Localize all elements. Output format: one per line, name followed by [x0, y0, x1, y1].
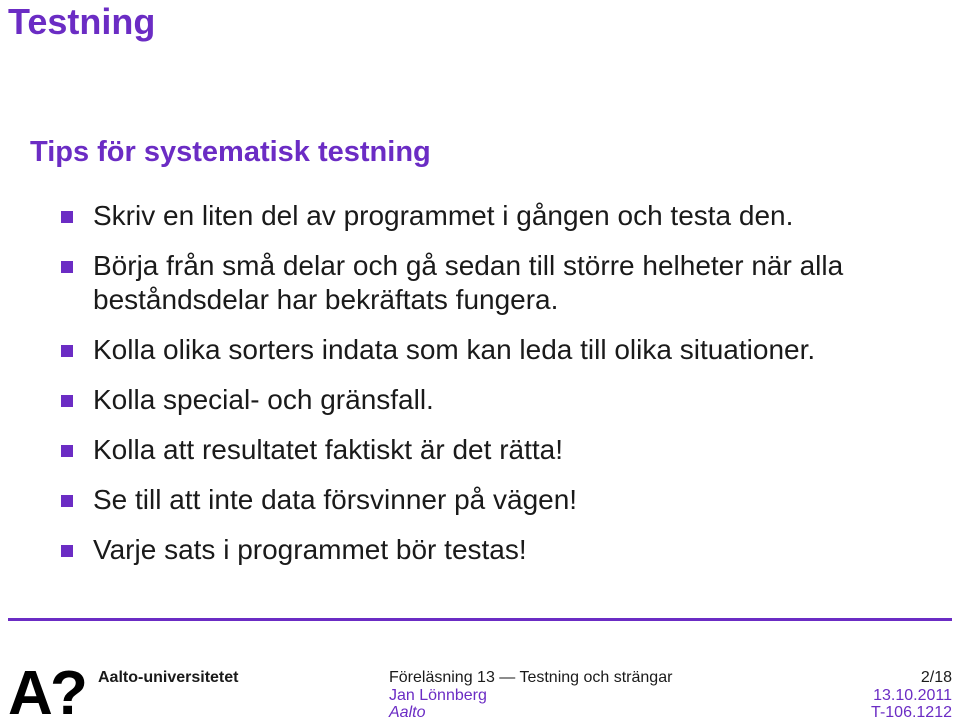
bullet-item [58, 433, 938, 467]
square-bullet-icon [61, 495, 73, 507]
footer-university: Aalto-universitetet [98, 669, 239, 686]
footer-date: 13.10.2011 [873, 687, 952, 704]
bullet-item [58, 333, 938, 367]
bullet-text: Skriv en liten del av programmet i gången och testa den. [93, 200, 794, 231]
svg-text:A: A [8, 664, 53, 718]
footer-course-code: T-106.1212 [871, 704, 952, 721]
bullet-text: Börja från små delar och gå sedan till större helheter när alla beståndsdelar har bekräftats fungera. [93, 250, 844, 315]
footer-divider [8, 618, 952, 621]
svg-text:?: ? [50, 664, 88, 718]
footer-author: Jan Lönnberg [389, 687, 487, 704]
bullet-item [58, 249, 938, 317]
bullet-text: Se till att inte data försvinner på vägen! [93, 484, 578, 515]
square-bullet-icon [61, 545, 73, 557]
footer-institution: Aalto [389, 704, 426, 721]
aalto-logo-icon [8, 664, 88, 718]
footer-page-number: 2/18 [920, 669, 952, 686]
square-bullet-icon [61, 211, 73, 223]
square-bullet-icon [61, 445, 73, 457]
footer-lecture: Föreläsning 13 — Testning och strängar [389, 669, 673, 686]
bullet-item [58, 383, 938, 417]
slide-title: Testning [8, 1, 156, 42]
bullet-text: Kolla olika sorters indata som kan leda till olika situationer. [93, 334, 816, 365]
bullet-text: Kolla special- och gränsfall. [93, 384, 434, 415]
bullet-list [58, 199, 938, 583]
bullet-item [58, 199, 938, 233]
bullet-item [58, 533, 938, 567]
square-bullet-icon [61, 395, 73, 407]
block-title: Tips för systematisk testning [30, 136, 431, 168]
bullet-text: Kolla att resultatet faktiskt är det rätta! [93, 434, 563, 465]
square-bullet-icon [61, 261, 73, 273]
bullet-text: Varje sats i programmet bör testas! [93, 534, 527, 565]
square-bullet-icon [61, 345, 73, 357]
bullet-item [58, 483, 938, 517]
